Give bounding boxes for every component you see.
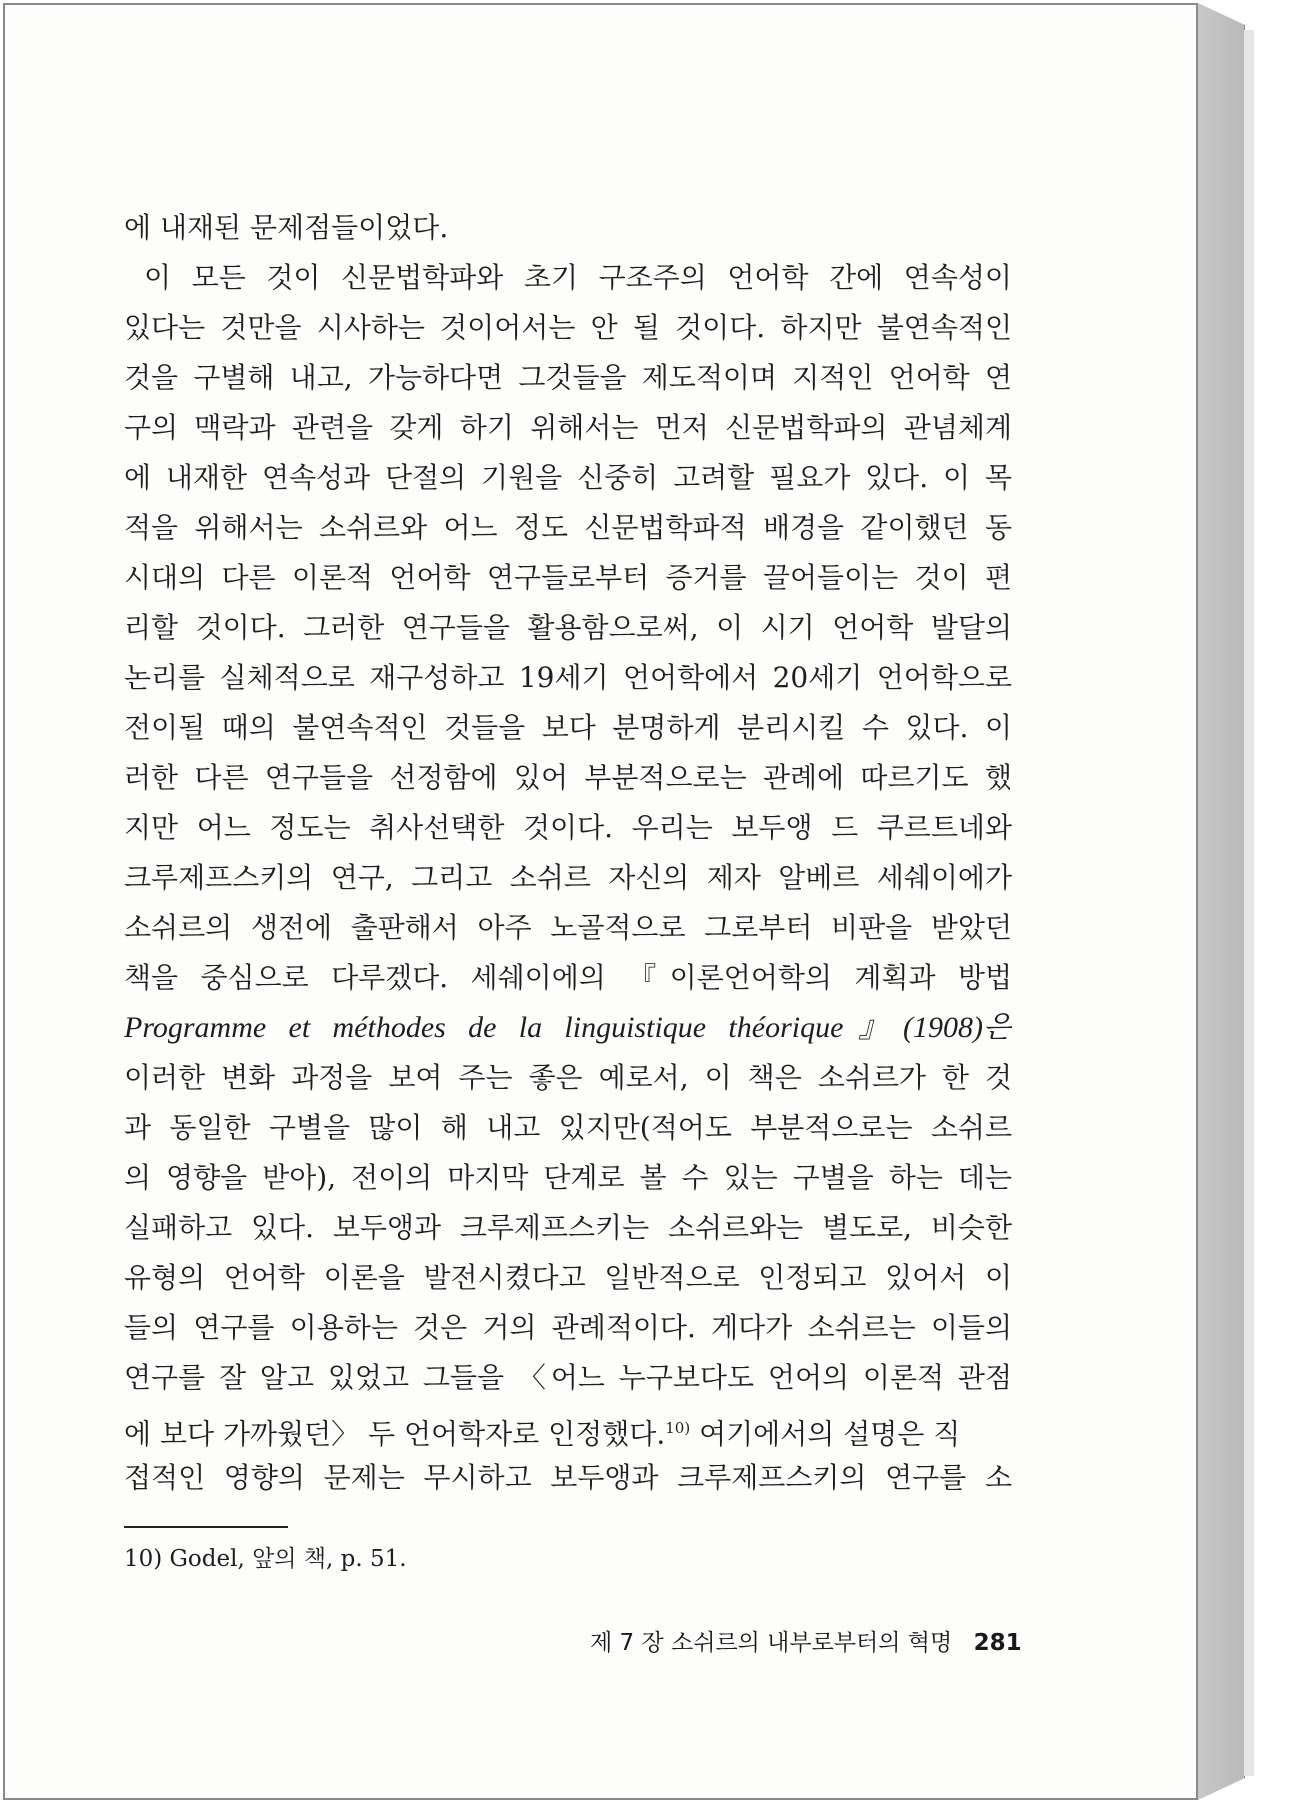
chapter-title: 제 7 장 소쉬르의 내부로부터의 혁명 xyxy=(590,1630,953,1656)
text-line: 의 영향을 받아), 전이의 마지막 단계로 볼 수 있는 구별을 하는 데는 xyxy=(124,1161,1012,1194)
text-line: 이러한 변화 과정을 보여 주는 좋은 예로서, 이 책은 소쉬르가 한 것 xyxy=(124,1061,1012,1094)
text-line: 연구를 잘 알고 있었고 그들을 〈어느 누구보다도 언어의 이론적 관점 xyxy=(124,1361,1012,1394)
text-segment: 에 보다 가까웠던〉 두 언어학자로 인정했다. xyxy=(124,1417,666,1451)
page-shadow xyxy=(1244,30,1254,1776)
body-text xyxy=(124,203,1012,1503)
running-footer xyxy=(590,1624,1022,1657)
text-line: 책을 중심으로 다루겠다. 세쉐이에의 『이론언어학의 계획과 방법 xyxy=(124,961,1012,994)
text-line-with-footnote xyxy=(124,1403,1012,1453)
page-edge xyxy=(1198,3,1245,1800)
text-line: 과 동일한 구별을 많이 해 내고 있지만(적어도 부분적으로는 소쉬르 xyxy=(124,1111,1012,1144)
text-line: 것을 구별해 내고, 가능하다면 그것들을 제도적이며 지적인 언어학 연 xyxy=(124,361,1012,394)
text-line: 있다는 것만을 시사하는 것이어서는 안 될 것이다. 하지만 불연속적인 xyxy=(124,311,1012,344)
text-line: 전이될 때의 불연속적인 것들을 보다 분명하게 분리시킬 수 있다. 이 xyxy=(124,711,1012,744)
footnote-reference[interactable]: 10) xyxy=(665,1419,691,1437)
page-number: 281 xyxy=(973,1630,1022,1656)
text-segment: 여기에서의 설명은 직 xyxy=(690,1417,961,1451)
text-line: 크루제프스키의 연구, 그리고 소쉬르 자신의 제자 알베르 세쉐이에가 xyxy=(124,861,1012,894)
footnote-divider xyxy=(124,1526,288,1528)
text-line: 지만 어느 정도는 취사선택한 것이다. 우리는 보두앵 드 쿠르트네와 xyxy=(124,811,1012,844)
text-line: 이 모든 것이 신문법학파와 초기 구조주의 언어학 간에 연속성이 xyxy=(144,261,1012,294)
text-line: 유형의 언어학 이론을 발전시켰다고 일반적으로 인정되고 있어서 이 xyxy=(124,1261,1012,1294)
text-line-italic-title: Programme et méthodes de la linguistique théorique』(1908)은 xyxy=(124,1011,1012,1044)
footnote: 10) Godel, 앞의 책, p. 51. xyxy=(124,1546,407,1572)
text-line: 러한 다른 연구들을 선정함에 있어 부분적으로는 관례에 따르기도 했 xyxy=(124,761,1012,794)
text-line: 들의 연구를 이용하는 것은 거의 관례적이다. 게다가 소쉬르는 이들의 xyxy=(124,1311,1012,1344)
text-line: 에 내재한 연속성과 단절의 기원을 신중히 고려할 필요가 있다. 이 목 xyxy=(124,461,1012,494)
text-line: 적을 위해서는 소쉬르와 어느 정도 신문법학파적 배경을 같이했던 동 xyxy=(124,511,1012,544)
text-line: 실패하고 있다. 보두앵과 크루제프스키는 소쉬르와는 별도로, 비슷한 xyxy=(124,1211,1012,1244)
text-line: 리할 것이다. 그러한 연구들을 활용함으로써, 이 시기 언어학 발달의 xyxy=(124,611,1012,644)
text-line: 시대의 다른 이론적 언어학 연구들로부터 증거를 끌어들이는 것이 편 xyxy=(124,561,1012,594)
text-line: 접적인 영향의 문제는 무시하고 보두앵과 크루제프스키의 연구를 소 xyxy=(124,1461,1012,1494)
text-line: 구의 맥락과 관련을 갖게 하기 위해서는 먼저 신문법학파의 관념체계 xyxy=(124,411,1012,444)
text-line: 논리를 실체적으로 재구성하고 19세기 언어학에서 20세기 언어학으로 xyxy=(124,661,1012,694)
text-line: 소쉬르의 생전에 출판해서 아주 노골적으로 그로부터 비판을 받았던 xyxy=(124,911,1012,944)
text-line: 에 내재된 문제점들이었다. xyxy=(124,211,449,244)
